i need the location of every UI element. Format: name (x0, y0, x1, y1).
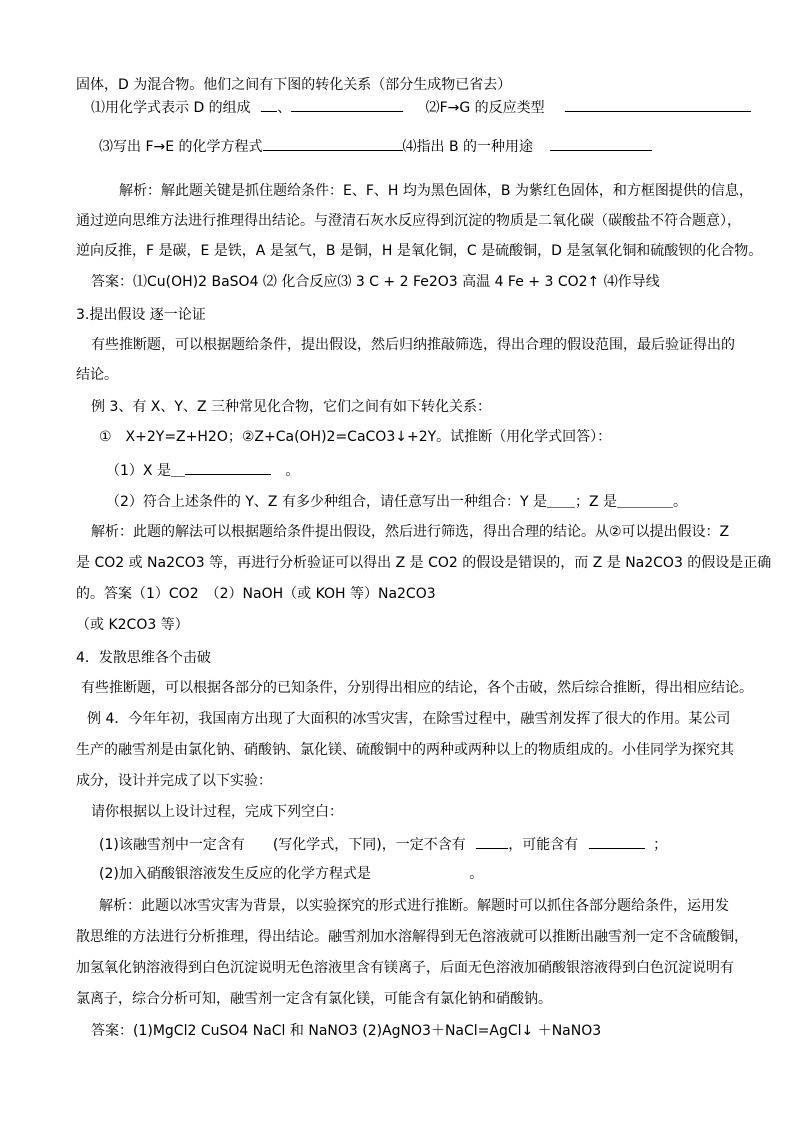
period: 。 (285, 463, 300, 479)
answer-blank-d1[interactable] (261, 97, 277, 112)
text: 例 4．今年年初，我国南方出现了大面积的冰雪灾害，在除雪过程中，融雪剂发挥了很大的作用。某公司 (87, 711, 731, 727)
text: 通过逆向思维方法进行推理得出结论。与澄清石灰水反应得到沉淀的物质是二氧化碳（碳酸盐不符合题意）， (76, 213, 741, 229)
text: 散思维的方法进行分析推理，得出结论。融雪剂加水溶解得到无色溶液就可以推断出融雪剂一定不含硫酸铜， (76, 929, 748, 945)
body-line (76, 366, 118, 384)
text: 例 3、有 X、Y、Z 三种常见化合物，它们之间有如下转化关系： (91, 399, 491, 415)
q2-label: ⑵F→G 的反应类型 (425, 100, 545, 116)
answer-line (76, 585, 436, 603)
text: 解析：此题以冰雪灾害为背景，以实验探究的形式进行推断。解题时可以抓住各部分题给条件，运用发 (99, 898, 729, 914)
body-line (81, 679, 753, 697)
text: 答案：⑴Cu(OH)2 BaSO4 ⑵ 化合反应⑶ 3 C + 2 Fe2O3 高温 4 Fe + 3 CO2↑ ⑷作导线 (91, 274, 660, 290)
question-line (106, 460, 299, 480)
text: 固体，D 为混合物。他们之间有下图的转化关系（部分生成物已省去） (76, 77, 512, 93)
q1-label: ⑴用化学式表示 D 的组成 (91, 100, 251, 116)
q-label: (1)该融雪剂中一定含有 (写化学式，下同)，一定不含有 (99, 837, 466, 853)
question-line (106, 493, 687, 511)
text: 解析：解此题关键是抓住题给条件：E、F、H 均为黑色固体，B 为紫红色固体，和方框图提供的信息， (119, 183, 753, 199)
text: 3.提出假设 逐一论证 (76, 307, 206, 323)
section-heading (76, 649, 211, 667)
example-line (76, 741, 734, 759)
semicolon: ； (653, 837, 668, 853)
example-line (76, 772, 272, 790)
analysis-line (76, 242, 762, 260)
answer-line (76, 616, 189, 634)
answer-blank-equation[interactable] (263, 136, 403, 151)
analysis-line (91, 523, 729, 541)
text: 逆向反推，F 是碳，E 是铁，A 是氢气，B 是铜，H 是氧化铜，C 是硫酸铜，D 是氢氧化铜和硫酸钡的化合物。 (76, 243, 763, 259)
text: 有些推断题，可以根据题给条件，提出假设，然后归纳推敲筛选，得出合理的假设范围，最后验证得出的 (91, 337, 735, 353)
text: 答案：(1)MgCl2 CuSO4 NaCl 和 NaNO3 (2)AgNO3＋NaCl=AgCl↓ ＋NaNO3 (91, 1023, 602, 1039)
equation-line (99, 428, 611, 446)
question-line (99, 865, 483, 883)
text: 生产的融雪剂是由氯化钠、硝酸钠、氯化镁、硫酸铜中的两种或两种以上的物质组成的。小佳同学为探究其 (76, 742, 734, 758)
q-label: (2)加入硝酸银溶液发生反应的化学方程式是 (99, 866, 371, 882)
text: 氯离子，综合分析可知，融雪剂一定含有氯化镁，可能含有氯化钠和硝酸钠。 (76, 991, 552, 1007)
question-line-3-4 (99, 136, 652, 156)
analysis-line (119, 182, 753, 200)
question-line (99, 834, 667, 854)
text: 结论。 (76, 367, 118, 383)
answer-line (91, 1022, 601, 1040)
analysis-line (76, 959, 734, 977)
text: 有些推断题，可以根据各部分的已知条件，分别得出相应的结论，各个击破，然后综合推断，得出相应结论。 (81, 680, 753, 696)
text: 是 CO2 或 Na2CO3 等，再进行分析验证可以得出 Z 是 CO2 的假设是错误的，而 Z 是 Na2CO3 的假设是正确 (76, 555, 772, 571)
text: 的。答案（1）CO2 （2）NaOH（或 KOH 等）Na2CO3 (76, 586, 436, 602)
example-line (87, 710, 730, 728)
q3-label: ⑶写出 F→E 的化学方程式 (99, 139, 263, 155)
analysis-line (76, 928, 748, 946)
q4-label: ⑷指出 B 的一种用途 (402, 139, 534, 155)
text: ，可能含有 (508, 837, 579, 853)
question-line-1-2 (91, 97, 751, 117)
analysis-line (99, 897, 729, 915)
period: 。 (469, 866, 484, 882)
q-label: （1）X 是＿ (106, 463, 185, 479)
text: 成分，设计并完成了以下实验： (76, 773, 272, 789)
text: 请你根据以上设计过程，完成下列空白： (91, 804, 343, 820)
text: ① X+2Y=Z+H2O；②Z+Ca(OH)2=CaCO3↓+2Y。试推断（用化学式回答）： (99, 429, 612, 445)
text: （或 K2CO3 等） (76, 617, 189, 633)
answer-blank-use[interactable] (550, 136, 652, 151)
analysis-line (76, 554, 771, 572)
separator: 、 (277, 100, 292, 116)
answer-blank-may-contain[interactable] (589, 834, 645, 849)
section-heading (76, 306, 206, 324)
text: 4．发散思维各个击破 (76, 650, 211, 666)
answer-blank-d2[interactable] (291, 97, 403, 112)
answer-line (91, 273, 660, 291)
text: 加氢氧化钠溶液得到白色沉淀说明无色溶液里含有镁离子，后面无色溶液加硝酸银溶液得到白色沉淀说明有 (76, 960, 734, 976)
answer-blank-not-contain[interactable] (476, 834, 508, 849)
example-line (91, 398, 491, 416)
text: 解析：此题的解法可以根据题给条件提出假设，然后进行筛选，得出合理的结论。从②可以提出假设：Z (91, 524, 730, 540)
body-line (91, 336, 735, 354)
analysis-line (76, 212, 741, 230)
answer-blank-reaction-type[interactable] (565, 97, 751, 112)
intro-line (76, 76, 511, 94)
answer-blank-x[interactable] (185, 460, 271, 475)
analysis-line (76, 990, 552, 1008)
text: （2）符合上述条件的 Y、Z 有多少种组合，请任意写出一种组合：Y 是＿＿；Z 是＿＿＿＿。 (106, 494, 687, 510)
body-line (91, 803, 343, 821)
